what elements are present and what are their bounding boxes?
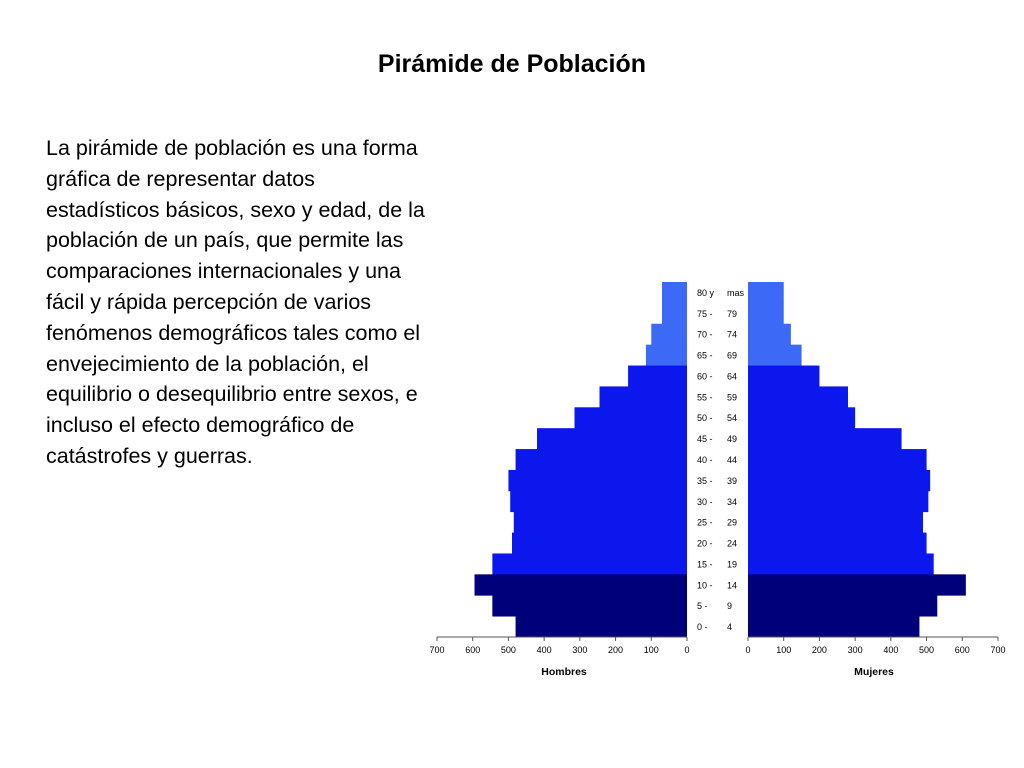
age-label-start: 45 - <box>697 434 713 445</box>
bars-group <box>475 282 966 637</box>
bar-mujeres <box>748 553 934 574</box>
age-label-end: mas <box>727 287 745 298</box>
age-label-start: 80 y <box>697 287 715 298</box>
x-tick-label-hombres: 500 <box>500 645 516 655</box>
age-label-start: 65 - <box>697 350 713 361</box>
bar-hombres <box>510 491 687 512</box>
x-tick-label-mujeres: 500 <box>919 645 935 655</box>
age-label-start: 20 - <box>697 538 713 549</box>
age-label-start: 55 - <box>697 392 713 403</box>
body-line: estadísticos básicos, sexo y edad, de la <box>46 197 425 222</box>
bar-hombres <box>646 345 687 366</box>
bar-hombres <box>537 428 687 449</box>
age-label-end: 14 <box>727 580 738 591</box>
age-label-end: 49 <box>727 434 738 445</box>
axis-title-hombres: Hombres <box>541 666 587 678</box>
bar-mujeres <box>748 512 923 533</box>
age-label-end: 64 <box>727 371 738 382</box>
x-tick-label-hombres: 0 <box>684 645 690 655</box>
age-label-end: 74 <box>727 329 738 340</box>
body-line: población de un país, que permite las <box>46 228 404 253</box>
bar-hombres <box>492 595 687 616</box>
body-line: catástrofes y guerras. <box>46 443 253 468</box>
bar-mujeres <box>748 574 966 595</box>
bar-mujeres <box>748 616 919 637</box>
bar-mujeres <box>748 282 784 303</box>
bar-mujeres <box>748 449 927 470</box>
age-label-end: 54 <box>727 413 738 424</box>
age-label-start: 25 - <box>697 517 713 528</box>
age-label-start: 35 - <box>697 475 713 486</box>
bar-mujeres <box>748 366 819 387</box>
bar-mujeres <box>748 386 848 407</box>
x-tick-label-hombres: 700 <box>429 645 445 655</box>
bar-hombres <box>628 366 687 387</box>
bar-mujeres <box>748 428 902 449</box>
age-label-start: 10 - <box>697 580 713 591</box>
bar-mujeres <box>748 533 927 554</box>
axis-title-mujeres: Mujeres <box>854 666 894 678</box>
bar-mujeres <box>748 595 937 616</box>
body-line: comparaciones internacionales y una <box>46 259 401 284</box>
bar-hombres <box>512 533 687 554</box>
age-label-end: 29 <box>727 517 738 528</box>
age-label-end: 79 <box>727 308 738 319</box>
axes-group <box>429 637 1005 655</box>
body-line: envejecimiento de la población, el <box>46 351 369 376</box>
x-tick-label-mujeres: 600 <box>954 645 970 655</box>
x-tick-label-hombres: 100 <box>643 645 659 655</box>
bar-hombres <box>514 512 687 533</box>
age-label-start: 70 - <box>697 329 713 340</box>
age-label-start: 50 - <box>697 413 713 424</box>
age-label-end: 19 <box>727 559 738 570</box>
age-label-start: 0 - <box>697 622 708 633</box>
x-tick-label-mujeres: 300 <box>847 645 863 655</box>
slide-title: Pirámide de Población <box>377 50 647 78</box>
age-label-end: 9 <box>727 601 733 612</box>
bar-hombres <box>475 574 688 595</box>
age-label-start: 5 - <box>697 601 708 612</box>
bar-hombres <box>651 324 687 345</box>
age-label-start: 15 - <box>697 559 713 570</box>
bar-hombres <box>508 470 687 491</box>
body-line: fácil y rápida percepción de varios <box>46 289 372 314</box>
bar-mujeres <box>748 491 928 512</box>
body-line: incluso el efecto demográfico de <box>46 413 355 438</box>
body-line: fenómenos demográficos tales como el <box>46 320 421 345</box>
bar-hombres <box>516 449 687 470</box>
age-label-start: 75 - <box>697 308 713 319</box>
x-tick-label-hombres: 600 <box>465 645 481 655</box>
age-label-end: 39 <box>727 475 738 486</box>
x-tick-label-mujeres: 100 <box>776 645 792 655</box>
bar-mujeres <box>748 470 930 491</box>
bar-mujeres <box>748 324 791 345</box>
bar-hombres <box>600 386 688 407</box>
body-line: La pirámide de población es una forma <box>46 136 418 160</box>
age-label-end: 34 <box>727 496 738 507</box>
x-tick-label-hombres: 300 <box>572 645 588 655</box>
age-label-end: 24 <box>727 538 738 549</box>
x-tick-label-mujeres: 700 <box>990 645 1006 655</box>
age-label-start: 30 - <box>697 496 713 507</box>
bar-hombres <box>662 303 687 324</box>
bar-mujeres <box>748 345 802 366</box>
body-line: equilibrio o desequilibrio entre sexos, e <box>46 382 418 407</box>
age-label-end: 69 <box>727 350 738 361</box>
age-label-end: 4 <box>727 622 733 633</box>
age-label-start: 60 - <box>697 371 713 382</box>
x-tick-label-mujeres: 0 <box>745 645 751 655</box>
age-label-end: 44 <box>727 455 738 465</box>
x-tick-label-mujeres: 400 <box>883 645 899 655</box>
body-line: gráfica de representar datos <box>46 166 315 191</box>
x-tick-label-hombres: 400 <box>536 645 552 655</box>
bar-hombres <box>575 407 688 428</box>
bar-hombres <box>516 616 687 637</box>
bar-hombres <box>662 282 687 303</box>
x-tick-label-hombres: 200 <box>608 645 624 655</box>
bar-mujeres <box>748 303 784 324</box>
age-label-end: 59 <box>727 392 738 403</box>
age-label-start: 40 - <box>697 455 713 465</box>
bar-hombres <box>492 553 687 574</box>
x-tick-label-mujeres: 200 <box>811 645 827 655</box>
bar-mujeres <box>748 407 855 428</box>
age-labels-group <box>697 288 745 632</box>
